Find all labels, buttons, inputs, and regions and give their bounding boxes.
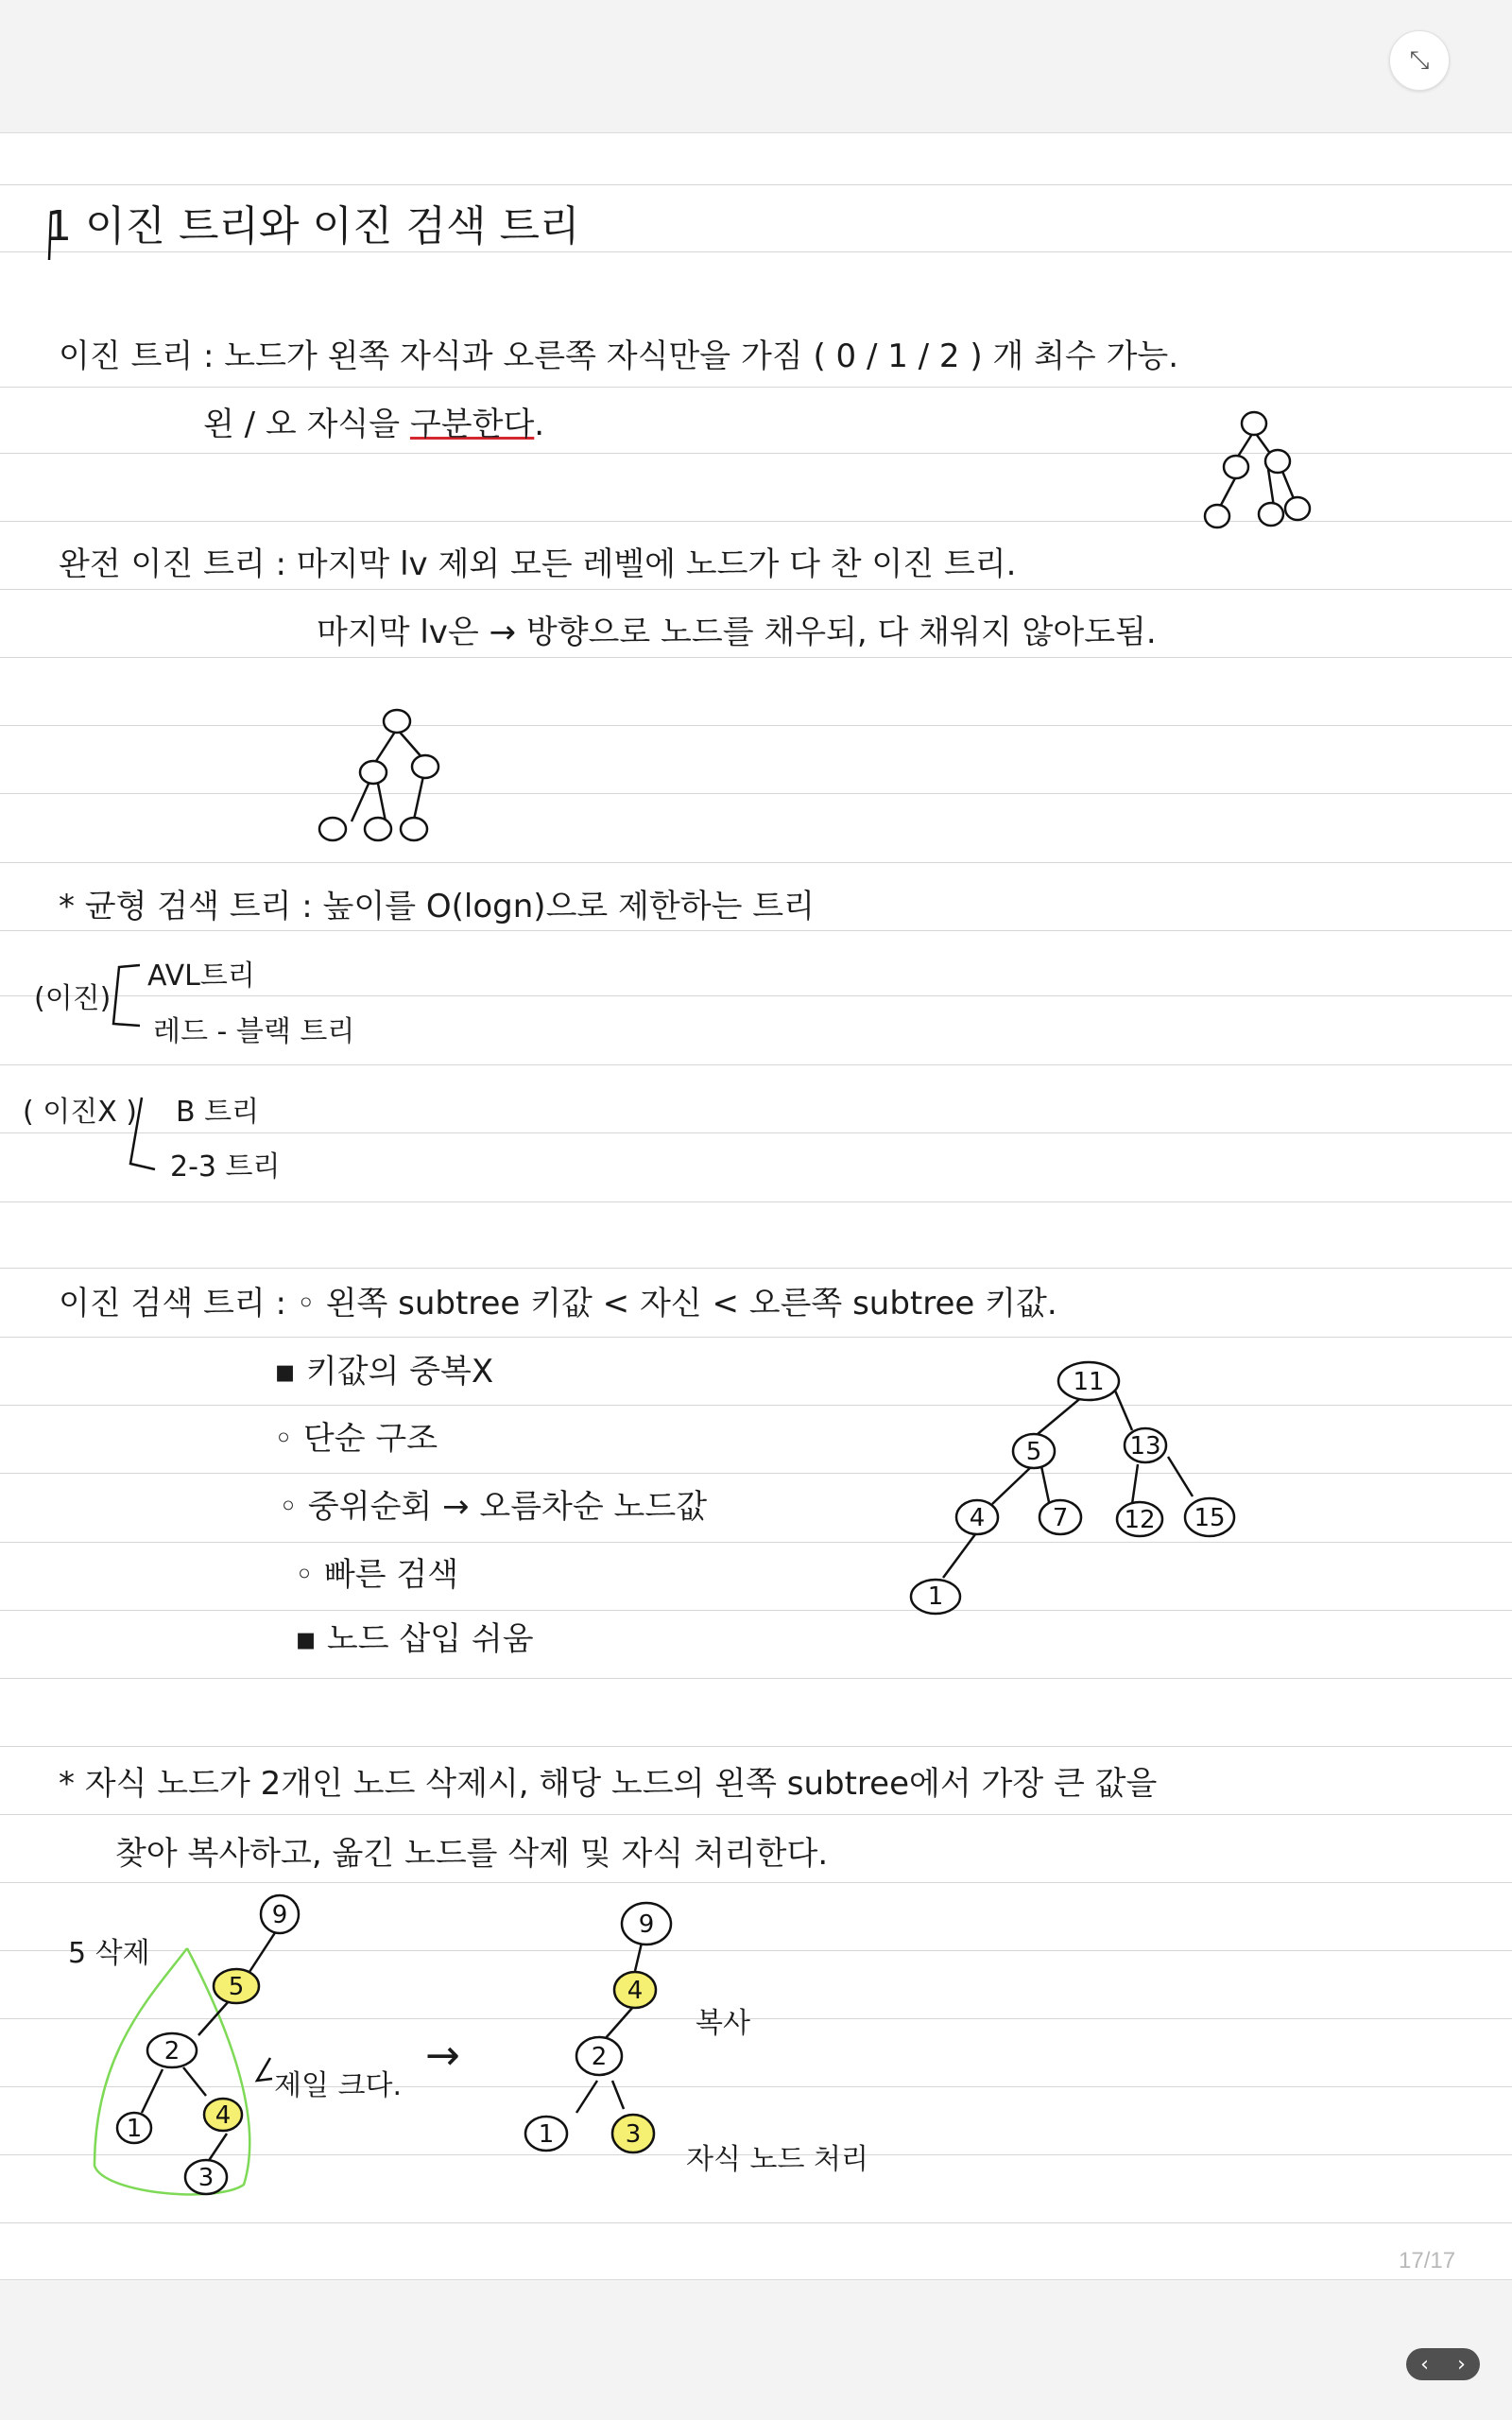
complete-tree-sketch [302, 700, 454, 852]
after-node-2 [576, 2037, 622, 2075]
before-node-5 [214, 1969, 259, 2003]
svg-text:12: 12 [1124, 1506, 1156, 1534]
svg-text:11: 11 [1073, 1368, 1105, 1396]
title-margin-mark [42, 209, 60, 266]
nonbinary-group-item-23: 2-3 트리 [170, 1150, 281, 1184]
deletion-line1: * 자식 노드가 2개인 노드 삭제시, 해당 노드의 왼쪽 subtree에서 가장 큰 값을 [59, 1765, 1158, 1803]
underlined-word: 구분한다 [409, 406, 535, 443]
transform-arrow-icon: → [425, 2031, 460, 2080]
collapse-button[interactable] [1389, 30, 1450, 91]
bst-node-15 [1185, 1498, 1234, 1536]
before-node-1 [117, 2113, 151, 2143]
bst-definition: 이진 검색 트리 : ◦ 왼쪽 subtree 키값 < 자신 < 오른쪽 subtree 키값. [59, 1285, 1057, 1322]
replace-pointer-icon [251, 2052, 280, 2090]
bst-node-11 [1058, 1362, 1119, 1400]
after-node-4 [614, 1972, 656, 2008]
before-node-4 [204, 2099, 242, 2131]
svg-text:1: 1 [927, 1582, 944, 1611]
bst-node-1 [911, 1580, 960, 1614]
binary-tree-line2 [203, 398, 544, 444]
complete-tree-definition: 완전 이진 트리 : 마지막 lv 제외 모든 레벨에 노드가 다 찬 이진 트리. [59, 545, 1017, 583]
nonbinary-group-item-b: B 트리 [176, 1096, 260, 1129]
svg-text:3: 3 [198, 2164, 215, 2192]
replace-label: 제일 크다. [274, 2069, 402, 2102]
before-node-9 [261, 1895, 299, 1933]
before-delete-tree [85, 1892, 331, 2213]
svg-text:5: 5 [228, 1973, 245, 2001]
svg-text:7: 7 [1052, 1504, 1069, 1532]
svg-text:1: 1 [538, 2120, 555, 2149]
bst-bullet-5-text: 노드 삽입 쉬움 [326, 1620, 534, 1658]
before-node-3 [185, 2160, 227, 2194]
binary-tree-line2-text: 왼 / 오 자식을 [203, 406, 410, 443]
bst-bullet-3-text: 중위순회 → 오름차순 노드값 [307, 1488, 708, 1526]
binary-group-bracket [102, 954, 149, 1039]
binary-tree-sketch [1162, 403, 1332, 544]
before-node-2 [147, 2033, 197, 2067]
svg-text:5: 5 [1025, 1438, 1042, 1466]
page-navigator [1406, 2348, 1480, 2380]
bst-node-7 [1040, 1500, 1081, 1534]
chevron-right-icon[interactable]: › [1457, 2352, 1466, 2377]
deletion-line2: 찾아 복사하고, 옮긴 노드를 삭제 및 자식 처리한다. [115, 1835, 829, 1873]
note-title: 1 이진 트리와 이진 검색 트리 [45, 202, 580, 251]
svg-text:4: 4 [969, 1504, 986, 1532]
nonbinary-group-label: ( 이진X ) [23, 1096, 137, 1129]
svg-text:3: 3 [625, 2120, 642, 2149]
svg-text:13: 13 [1129, 1432, 1161, 1461]
svg-text:15: 15 [1194, 1504, 1226, 1532]
svg-text:1: 1 [126, 2115, 143, 2143]
binary-group-item-rb: 레드 - 블랙 트리 [153, 1015, 355, 1048]
balanced-tree-definition: * 균형 검색 트리 : 높이를 O(logn)으로 제한하는 트리 [59, 888, 815, 925]
bst-node-4 [956, 1500, 998, 1534]
bst-bullet-4-text: 빠른 검색 [323, 1556, 459, 1594]
child-process-label: 자식 노드 처리 [686, 2143, 868, 2176]
binary-group-label: (이진) [34, 982, 112, 1015]
collapse-arrows-icon: ⤡ [1409, 45, 1430, 75]
nonbinary-group-bracket [113, 1088, 170, 1183]
binary-group-item-avl: AVL트리 [147, 959, 255, 993]
bst-bullet-5: ▪ 노드 삽입 쉬움 [295, 1620, 534, 1658]
after-node-1 [525, 2117, 567, 2151]
period: . [534, 406, 545, 443]
svg-text:4: 4 [627, 1977, 644, 2005]
binary-tree-definition: 이진 트리 : 노드가 왼쪽 자식과 오른쪽 자식만을 가짐 ( 0 / 1 / 2 ) 개 최수 가능. [59, 337, 1179, 375]
bst-bullet-1: ▪ 키값의 중복X [274, 1353, 494, 1391]
bst-node-5 [1013, 1434, 1055, 1468]
bst-example-tree [898, 1353, 1257, 1655]
bst-bullet-2: ◦ 단순 구조 [274, 1420, 438, 1458]
svg-text:4: 4 [215, 2101, 232, 2130]
bst-bullet-4: ◦ 빠른 검색 [295, 1556, 459, 1594]
note-page [0, 132, 1512, 2280]
after-node-9 [622, 1903, 671, 1945]
bst-bullet-1-text: 키값의 중복X [305, 1353, 494, 1391]
svg-text:9: 9 [271, 1901, 288, 1929]
bst-node-13 [1125, 1428, 1166, 1462]
svg-text:9: 9 [638, 1910, 655, 1939]
chevron-left-icon[interactable]: ‹ [1420, 2352, 1429, 2377]
delete-label: 5 삭제 [68, 1937, 150, 1970]
bst-bullet-2-text: 단순 구조 [302, 1420, 438, 1458]
complete-tree-line2: 마지막 lv은 → 방향으로 노드를 채우되, 다 채워지 않아도됨. [317, 614, 1157, 651]
svg-text:2: 2 [591, 2043, 608, 2071]
page-indicator: 17/17 [1399, 2248, 1456, 2273]
bst-bullet-3: ◦ 중위순회 → 오름차순 노드값 [279, 1488, 708, 1526]
after-node-3 [612, 2115, 654, 2152]
after-delete-tree [510, 1901, 699, 2194]
bst-node-12 [1117, 1502, 1162, 1536]
copy-label: 복사 [696, 2007, 750, 2040]
svg-text:2: 2 [163, 2037, 180, 2066]
